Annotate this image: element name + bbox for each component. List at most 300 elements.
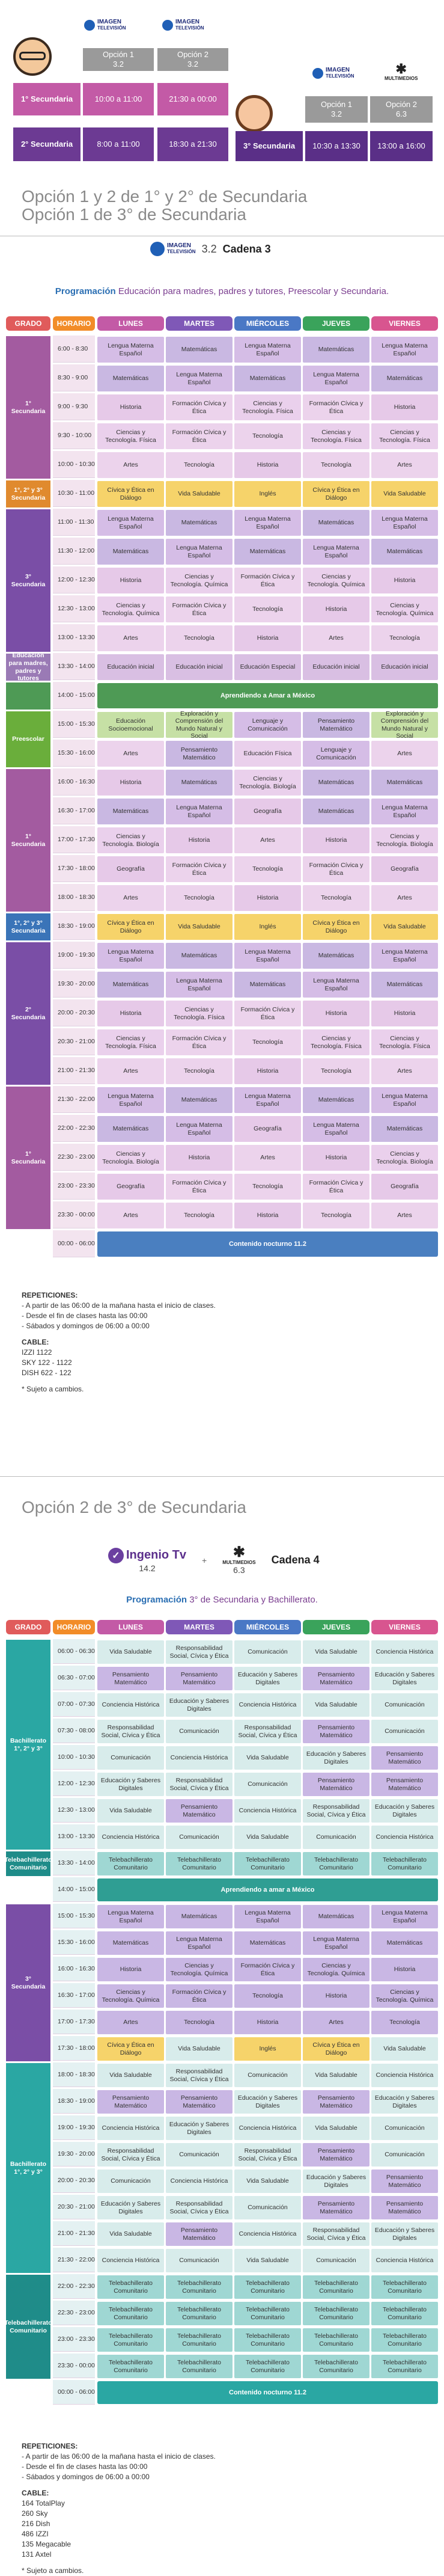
repeat-item: - Sábados y domingos de 06:00 a 00:00 [22, 1322, 150, 1330]
time-slot: 10:00 - 10:30 [53, 451, 95, 478]
schedule-cell: Comunicación [166, 1720, 233, 1743]
schedule-cell: Vida Saludable [97, 2222, 164, 2246]
schedule-cell: Artes [97, 885, 164, 911]
time-slot: 19:30 - 20:00 [53, 2142, 95, 2167]
time-slot: 23:00 - 23:30 [53, 1173, 95, 1200]
schedule-cell: Responsabilidad Social, Cívica y Ética [234, 2143, 301, 2167]
schedule-cell: Lengua Materna Español [371, 943, 438, 969]
schedule-cell: Lengua Materna Español [371, 1905, 438, 1928]
schedule-cell: Pensamiento Matemático [371, 1746, 438, 1770]
row1-b: 21:30 a 00:00 [157, 83, 228, 115]
schedule-cell: Educación inicial [303, 654, 369, 680]
schedule-cell: Comunicación [371, 1720, 438, 1743]
schedule-cell: Lengua Materna Español [97, 1087, 164, 1113]
schedule-cell: Lengua Materna Español [97, 1905, 164, 1928]
schedule-cell: Tecnología [166, 1203, 233, 1228]
time-slot: 17:00 - 17:30 [53, 826, 95, 853]
schedule-cell: Educación y Saberes Digitales [371, 1667, 438, 1690]
grade-label: Bachillerato 1°, 2° y 3° [6, 1640, 50, 1850]
schedule-cell: Matemáticas [97, 972, 164, 998]
time-slot: 15:30 - 16:00 [53, 1930, 95, 1955]
time-slot: 16:00 - 16:30 [53, 768, 95, 796]
schedule-cell: Historia [303, 827, 369, 853]
right-op2-header: Opción 2 6.3 [370, 96, 433, 123]
time-slot: 20:00 - 20:30 [53, 2168, 95, 2193]
schedule-cell: Tecnología [166, 885, 233, 911]
schedule-cell: Matemáticas [303, 1905, 369, 1928]
schedule-cell: Educación inicial [97, 654, 164, 680]
schedule-cell: Conciencia Histórica [234, 2222, 301, 2246]
schedule-cell: Vida Saludable [371, 481, 438, 507]
schedule-cell: Geografía [97, 856, 164, 882]
schedule-cell: Vida Saludable [166, 914, 233, 940]
schedule-cell: Formación Cívica y Ética [303, 856, 369, 882]
header-3: MARTES [166, 316, 233, 331]
schedule-cell: Conciencia Histórica [234, 1693, 301, 1717]
schedule-cell: Historia [234, 885, 301, 911]
girl-illustration [236, 95, 273, 132]
time-slot: 06:00 - 06:30 [53, 1639, 95, 1664]
schedule-cell: Telebachillerato Comunitario [371, 2275, 438, 2299]
cable-item: IZZI 1122 [22, 1348, 52, 1357]
schedule-cell: Educación inicial [371, 654, 438, 680]
schedule-cell: Tecnología [234, 1984, 301, 2008]
schedule-cell: Formación Cívica y Ética [166, 423, 233, 449]
schedule-cell: Comunicación [371, 2117, 438, 2140]
schedule-cell: Formación Cívica y Ética [166, 1174, 233, 1200]
time-slot: 15:00 - 15:30 [53, 1904, 95, 1928]
time-slot: 13:30 - 14:00 [53, 1851, 95, 1875]
cable-item: 216 Dish [22, 2519, 50, 2528]
schedule-cell: Pensamiento Matemático [303, 1667, 369, 1690]
schedule-cell: Telebachillerato Comunitario [166, 2355, 233, 2378]
grade-label: Bachillerato 1°, 2° y 3° [6, 2063, 50, 2273]
schedule-cell: Telebachillerato Comunitario [303, 2328, 369, 2352]
schedule-cell: Matemáticas [97, 366, 164, 391]
time-slot: 07:00 - 07:30 [53, 1692, 95, 1717]
schedule-cell: Cívica y Ética en Diálogo [97, 914, 164, 940]
schedule-cell: Vida Saludable [97, 1799, 164, 1823]
schedule-cell: Ciencias y Tecnología. Física [371, 1029, 438, 1055]
schedule-cell: Educación y Saberes Digitales [371, 2090, 438, 2114]
schedule-cell: Lengua Materna Español [234, 337, 301, 363]
time-slot: 10:00 - 10:30 [53, 1745, 95, 1770]
schedule-cell: Conciencia Histórica [371, 2249, 438, 2272]
time-slot: 9:30 - 10:00 [53, 422, 95, 449]
schedule-cell: Educación y Saberes Digitales [371, 2222, 438, 2246]
schedule-cell: Lengua Materna Español [303, 1116, 369, 1142]
time-slot: 13:30 - 14:00 [53, 653, 95, 680]
schedule-cell: Historia [371, 568, 438, 593]
schedule-cell: Educación inicial [166, 654, 233, 680]
schedule-cell: Inglés [234, 2037, 301, 2061]
schedule-cell: Educación y Saberes Digitales [234, 1667, 301, 1690]
schedule-cell: Ciencias y Tecnología. Química [303, 1958, 369, 1981]
schedule-cell: Ciencias y Tecnología. Biología [97, 1145, 164, 1171]
footnote: * Sujeto a cambios. [22, 1385, 84, 1393]
schedule-cell: Comunicación [166, 2249, 233, 2272]
schedule-cell: Conciencia Histórica [234, 2117, 301, 2140]
schedule-cell: Cívica y Ética en Diálogo [97, 481, 164, 507]
schedule-cell: Pensamiento Matemático [166, 2090, 233, 2114]
schedule-cell: Formación Cívica y Ética [166, 856, 233, 882]
schedule-cell: Vida Saludable [97, 2064, 164, 2087]
schedule-cell: Ciencias y Tecnología. Química [166, 568, 233, 593]
schedule-cell: Artes [371, 741, 438, 767]
schedule-cell: Historia [166, 1145, 233, 1171]
schedule-cell: Lengua Materna Español [303, 1931, 369, 1955]
imagen-logo-icon [312, 68, 323, 79]
schedule-cell: Comunicación [97, 2170, 164, 2193]
time-slot: 16:30 - 17:00 [53, 797, 95, 824]
schedule-cell: Historia [303, 596, 369, 622]
schedule-cell: Tecnología [166, 2011, 233, 2034]
time-slot: 10:30 - 11:00 [53, 480, 95, 507]
multimedios-star-icon: ✱ [233, 1544, 245, 1560]
schedule-cell: Ciencias y Tecnología. Física [97, 1029, 164, 1055]
schedule-cell: Lengua Materna Español [166, 1116, 233, 1142]
schedule-cell: Artes [234, 1145, 301, 1171]
schedule-cell: Lenguaje y Comunicación [303, 741, 369, 767]
schedule-cell: Cívica y Ética en Diálogo [97, 2037, 164, 2061]
schedule-cell: Responsabilidad Social, Cívica y Ética [303, 2222, 369, 2246]
schedule-cell: Lengua Materna Español [97, 337, 164, 363]
schedule-cell: Matemáticas [97, 539, 164, 565]
schedule-cell: Ciencias y Tecnología. Biología [371, 1145, 438, 1171]
time-slot: 18:00 - 18:30 [53, 884, 95, 911]
cable-item: SKY 122 - 1122 [22, 1358, 72, 1367]
schedule-cell: Matemáticas [166, 943, 233, 969]
schedule-cell: Vida Saludable [303, 2117, 369, 2140]
schedule-cell: Pensamiento Matemático [166, 741, 233, 767]
schedule-cell: Artes [371, 1203, 438, 1228]
schedule-cell: Historia [303, 1001, 369, 1026]
schedule-cell: Ciencias y Tecnología. Química [166, 1958, 233, 1981]
schedule-cell: Lengua Materna Español [97, 510, 164, 536]
imagen-logo-icon [150, 242, 165, 256]
schedule-cell: Comunicación [303, 1826, 369, 1849]
schedule-cell: Inglés [234, 914, 301, 940]
schedule-cell: Telebachillerato Comunitario [234, 2355, 301, 2378]
schedule-cell: Vida Saludable [234, 1746, 301, 1770]
schedule-cell: Exploración y Comprensión del Mundo Natural y Social [166, 712, 233, 738]
schedule-cell: Tecnología [166, 452, 233, 478]
schedule-cell: Matemáticas [371, 366, 438, 391]
time-slot: 14:00 - 15:00 [53, 1877, 95, 1902]
schedule-cell: Lengua Materna Español [303, 539, 369, 565]
schedule-cell: Telebachillerato Comunitario [371, 2302, 438, 2325]
sec2-notes [22, 2441, 216, 2576]
time-slot: 18:30 - 19:00 [53, 2089, 95, 2114]
grade-label: Educación para madres, padres y tutores [6, 654, 50, 681]
schedule-cell: Telebachillerato Comunitario [303, 1852, 369, 1875]
schedule-cell: Historia [234, 452, 301, 478]
time-slot: 23:00 - 23:30 [53, 2327, 95, 2352]
schedule-cell: Historia [234, 1058, 301, 1084]
time-slot: 16:00 - 16:30 [53, 1957, 95, 1981]
schedule-cell: Tecnología [371, 2011, 438, 2034]
sec2-program-line: Programación 3° de Secundaria y Bachillerato. [126, 1595, 318, 1605]
schedule-cell: Historia [97, 770, 164, 796]
schedule-cell: Pensamiento Matemático [303, 1720, 369, 1743]
time-slot: 17:30 - 18:00 [53, 2036, 95, 2061]
schedule-cell: Inglés [234, 481, 301, 507]
special-block: Contenido nocturno 11.2 [97, 2381, 438, 2404]
schedule-cell: Ciencias y Tecnología. Física [371, 423, 438, 449]
schedule-cell: Matemáticas [303, 337, 369, 363]
time-slot: 14:00 - 15:00 [53, 682, 95, 709]
schedule-cell: Tecnología [371, 625, 438, 651]
right-label: 3° Secundaria [236, 131, 303, 161]
schedule-cell: Artes [97, 1203, 164, 1228]
boy-glasses-icon [19, 52, 46, 60]
schedule-cell: Tecnología [303, 1203, 369, 1228]
sec1-channel-header [150, 242, 271, 256]
time-slot: 18:00 - 18:30 [53, 2062, 95, 2087]
ingenio-check-icon: ✓ [108, 1548, 124, 1563]
schedule-cell: Artes [97, 741, 164, 767]
time-slot: 22:30 - 23:00 [53, 2301, 95, 2325]
schedule-cell: Ciencias y Tecnología. Física [234, 394, 301, 420]
schedule-cell: Formación Cívica y Ética [303, 1174, 369, 1200]
schedule-cell: Lengua Materna Español [303, 972, 369, 998]
imagen-logo-sec1: IMAGEN TELEVISIÓN [150, 242, 196, 256]
schedule-cell: Telebachillerato Comunitario [97, 1852, 164, 1875]
schedule-cell: Formación Cívica y Ética [166, 394, 233, 420]
schedule-cell: Historia [371, 1001, 438, 1026]
schedule-cell: Lengua Materna Español [166, 799, 233, 824]
time-slot: 13:00 - 13:30 [53, 624, 95, 651]
op1-header: Opción 1 3.2 [83, 48, 154, 71]
header-2: LUNES [97, 316, 164, 331]
schedule-cell: Geografía [371, 856, 438, 882]
time-slot: 15:30 - 16:00 [53, 740, 95, 767]
schedule-cell: Artes [97, 452, 164, 478]
imagen-logo-3: IMAGEN TELEVISIÓN [312, 67, 354, 79]
grade-label: 2° Secundaria [6, 942, 50, 1085]
right-op1-header: Opción 1 3.2 [305, 96, 368, 123]
header-2: LUNES [97, 1620, 164, 1634]
schedule-cell: Pensamiento Matemático [371, 1773, 438, 1796]
schedule-cell: Conciencia Histórica [97, 2249, 164, 2272]
header-5: JUEVES [303, 316, 369, 331]
schedule-cell: Educación y Saberes Digitales [371, 1799, 438, 1823]
schedule-cell: Tecnología [303, 885, 369, 911]
schedule-cell: Matemáticas [166, 770, 233, 796]
schedule-cell: Artes [97, 2011, 164, 2034]
schedule-cell: Geografía [371, 1174, 438, 1200]
grade-label: Telebachillerato Comunitario [6, 2275, 50, 2379]
schedule-cell: Exploración y Comprensión del Mundo Natural y Social [371, 712, 438, 738]
schedule-cell: Ciencias y Tecnología. Biología [97, 827, 164, 853]
spacer [22, 2482, 216, 2488]
time-slot: 12:00 - 12:30 [53, 566, 95, 593]
schedule-cell: Matemáticas [234, 366, 301, 391]
schedule-cell: Telebachillerato Comunitario [97, 2328, 164, 2352]
schedule-cell: Cívica y Ética en Diálogo [303, 2037, 369, 2061]
schedule-cell: Educación y Saberes Digitales [303, 2170, 369, 2193]
repeat-item: - Sábados y domingos de 06:00 a 00:00 [22, 2473, 150, 2481]
time-slot: 19:00 - 19:30 [53, 942, 95, 969]
schedule-cell: Conciencia Histórica [234, 1799, 301, 1823]
schedule-cell: Formación Cívica y Ética [234, 568, 301, 593]
schedule-cell: Responsabilidad Social, Cívica y Ética [166, 1773, 233, 1796]
schedule-cell: Pensamiento Matemático [303, 1773, 369, 1796]
schedule-cell: Telebachillerato Comunitario [371, 1852, 438, 1875]
schedule-cell: Historia [166, 827, 233, 853]
schedule-cell: Artes [303, 2011, 369, 2034]
schedule-cell: Artes [371, 885, 438, 911]
time-slot: 15:00 - 15:30 [53, 711, 95, 738]
schedule-cell: Educación Física [234, 741, 301, 767]
schedule-cell: Vida Saludable [303, 1640, 369, 1664]
schedule-cell: Lengua Materna Español [166, 972, 233, 998]
header-3: MARTES [166, 1620, 233, 1634]
cable-item: 486 IZZI [22, 2530, 49, 2538]
special-block: Contenido nocturno 11.2 [97, 1231, 438, 1257]
spacer [22, 1378, 216, 1384]
header-1: HORARIO [53, 1620, 95, 1634]
schedule-cell: Pensamiento Matemático [303, 2196, 369, 2219]
cable-item: 164 TotalPlay [22, 2499, 65, 2507]
time-slot: 07:30 - 08:00 [53, 1719, 95, 1743]
schedule-cell: Comunicación [166, 2143, 233, 2167]
cable-item: 135 Megacable [22, 2540, 71, 2548]
schedule-cell: Educación y Saberes Digitales [166, 2117, 233, 2140]
schedule-cell: Matemáticas [371, 972, 438, 998]
repeats-title: REPETICIONES: [22, 1291, 78, 1299]
schedule-cell: Telebachillerato Comunitario [303, 2275, 369, 2299]
schedule-cell: Pensamiento Matemático [371, 2170, 438, 2193]
schedule-cell: Vida Saludable [303, 2064, 369, 2087]
schedule-cell: Conciencia Histórica [371, 1826, 438, 1849]
schedule-cell: Comunicación [97, 1746, 164, 1770]
multimedios-logo-sec2: ✱ MULTIMEDIOS 6.3 [222, 1544, 256, 1575]
imagen-logo-1: IMAGEN TELEVISIÓN [84, 19, 126, 31]
time-slot: 13:00 - 13:30 [53, 1824, 95, 1849]
schedule-cell: Matemáticas [371, 770, 438, 796]
schedule-cell: Telebachillerato Comunitario [234, 1852, 301, 1875]
schedule-cell: Formación Cívica y Ética [303, 394, 369, 420]
schedule-cell: Educación y Saberes Digitales [303, 1746, 369, 1770]
repeat-item: - A partir de las 06:00 de la mañana hasta el inicio de clases. [22, 1301, 216, 1310]
title1-line1: Opción 1 y 2 de 1° y 2° de Secundaria [22, 187, 308, 206]
schedule-cell: Vida Saludable [234, 2249, 301, 2272]
row2-label: 2° Secundaria [13, 127, 81, 161]
schedule-cell: Formación Cívica y Ética [234, 1958, 301, 1981]
schedule-cell: Pensamiento Matemático [303, 2090, 369, 2114]
schedule-cell: Conciencia Histórica [97, 2117, 164, 2140]
schedule-cell: Ciencias y Tecnología. Física [303, 423, 369, 449]
time-slot: 21:00 - 21:30 [53, 2221, 95, 2246]
schedule-cell: Formación Cívica y Ética [234, 1001, 301, 1026]
schedule-cell: Telebachillerato Comunitario [166, 1852, 233, 1875]
schedule-cell: Responsabilidad Social, Cívica y Ética [166, 2064, 233, 2087]
schedule-cell: Educación y Saberes Digitales [97, 1773, 164, 1796]
schedule-cell: Responsabilidad Social, Cívica y Ética [97, 2143, 164, 2167]
time-slot: 6:00 - 8:30 [53, 336, 95, 363]
title2-line: Opción 2 de 3° de Secundaria [22, 1498, 246, 1516]
schedule-cell: Lengua Materna Español [234, 510, 301, 536]
schedule-cell: Vida Saludable [166, 481, 233, 507]
schedule-cell: Artes [97, 625, 164, 651]
schedule-cell: Lengua Materna Español [166, 366, 233, 391]
cable-title: CABLE: [22, 2489, 49, 2497]
row1-label: 1° Secundaria [13, 83, 81, 115]
header-1: HORARIO [53, 316, 95, 331]
imagen-logo-2: IMAGEN TELEVISIÓN [162, 19, 204, 31]
schedule-cell: Educación Socioemocional [97, 712, 164, 738]
time-slot: 20:30 - 21:00 [53, 2195, 95, 2219]
schedule-cell: Conciencia Histórica [371, 2064, 438, 2087]
schedule-cell: Matemáticas [303, 510, 369, 536]
schedule-cell: Vida Saludable [234, 2170, 301, 2193]
row2-a: 8:00 a 11:00 [83, 127, 154, 161]
schedule-cell: Ciencias y Tecnología. Biología [234, 770, 301, 796]
schedule-cell: Responsabilidad Social, Cívica y Ética [303, 1799, 369, 1823]
schedule-cell: Tecnología [303, 452, 369, 478]
row1-a: 10:00 a 11:00 [83, 83, 154, 115]
grade-label: 1° Secundaria [6, 1087, 50, 1229]
time-slot: 21:30 - 22:00 [53, 2248, 95, 2272]
schedule-cell: Telebachillerato Comunitario [166, 2275, 233, 2299]
sec2-channel-header [108, 1545, 320, 1575]
schedule-cell: Formación Cívica y Ética [166, 1984, 233, 2008]
schedule-cell: Formación Cívica y Ética [166, 596, 233, 622]
schedule-cell: Matemáticas [303, 799, 369, 824]
schedule-cell: Comunicación [234, 2064, 301, 2087]
schedule-cell: Lengua Materna Español [371, 799, 438, 824]
schedule-cell: Comunicación [234, 1773, 301, 1796]
schedule-cell: Ciencias y Tecnología. Química [97, 596, 164, 622]
time-slot: 18:30 - 19:00 [53, 913, 95, 940]
schedule-cell: Responsabilidad Social, Cívica y Ética [97, 1720, 164, 1743]
schedule-cell: Historia [234, 625, 301, 651]
schedule-cell: Educación y Saberes Digitales [234, 2090, 301, 2114]
schedule-cell: Tecnología [234, 1029, 301, 1055]
repeat-item: - Desde el fin de clases hasta las 00:00 [22, 2462, 148, 2471]
schedule-cell: Vida Saludable [303, 1693, 369, 1717]
schedule-cell: Lengua Materna Español [371, 510, 438, 536]
schedule-cell: Matemáticas [234, 1931, 301, 1955]
schedule-cell: Ciencias y Tecnología. Química [371, 596, 438, 622]
grade-label: 1° Secundaria [6, 336, 50, 479]
schedule-cell: Tecnología [234, 596, 301, 622]
schedule-cell: Comunicación [371, 1693, 438, 1717]
schedule-cell: Telebachillerato Comunitario [166, 2302, 233, 2325]
schedule-cell: Matemáticas [97, 799, 164, 824]
right-b: 13:00 a 16:00 [370, 131, 433, 161]
grade-label: 3° Secundaria [6, 1904, 50, 2061]
header-4: MIÉRCOLES [234, 1620, 301, 1634]
schedule-cell: Historia [234, 1203, 301, 1228]
time-slot: 20:00 - 20:30 [53, 999, 95, 1026]
repeats-title: REPETICIONES: [22, 2442, 78, 2450]
schedule-cell: Historia [97, 568, 164, 593]
schedule-cell: Historia [97, 1001, 164, 1026]
schedule-cell: Ciencias y Tecnología. Química [97, 1984, 164, 2008]
time-slot: 17:00 - 17:30 [53, 2010, 95, 2034]
sec1-program-line: Programación Educación para madres, padres y tutores, Preescolar y Secundaria. [55, 286, 389, 296]
schedule-cell: Vida Saludable [371, 914, 438, 940]
time-slot: 21:00 - 21:30 [53, 1057, 95, 1084]
schedule-cell: Historia [303, 1145, 369, 1171]
schedule-cell: Lenguaje y Comunicación [234, 712, 301, 738]
schedule-cell: Pensamiento Matemático [97, 2090, 164, 2114]
schedule-cell: Lengua Materna Español [166, 539, 233, 565]
multimedios-star-icon: ✱ [395, 61, 407, 76]
schedule-cell: Ciencias y Tecnología. Física [97, 423, 164, 449]
